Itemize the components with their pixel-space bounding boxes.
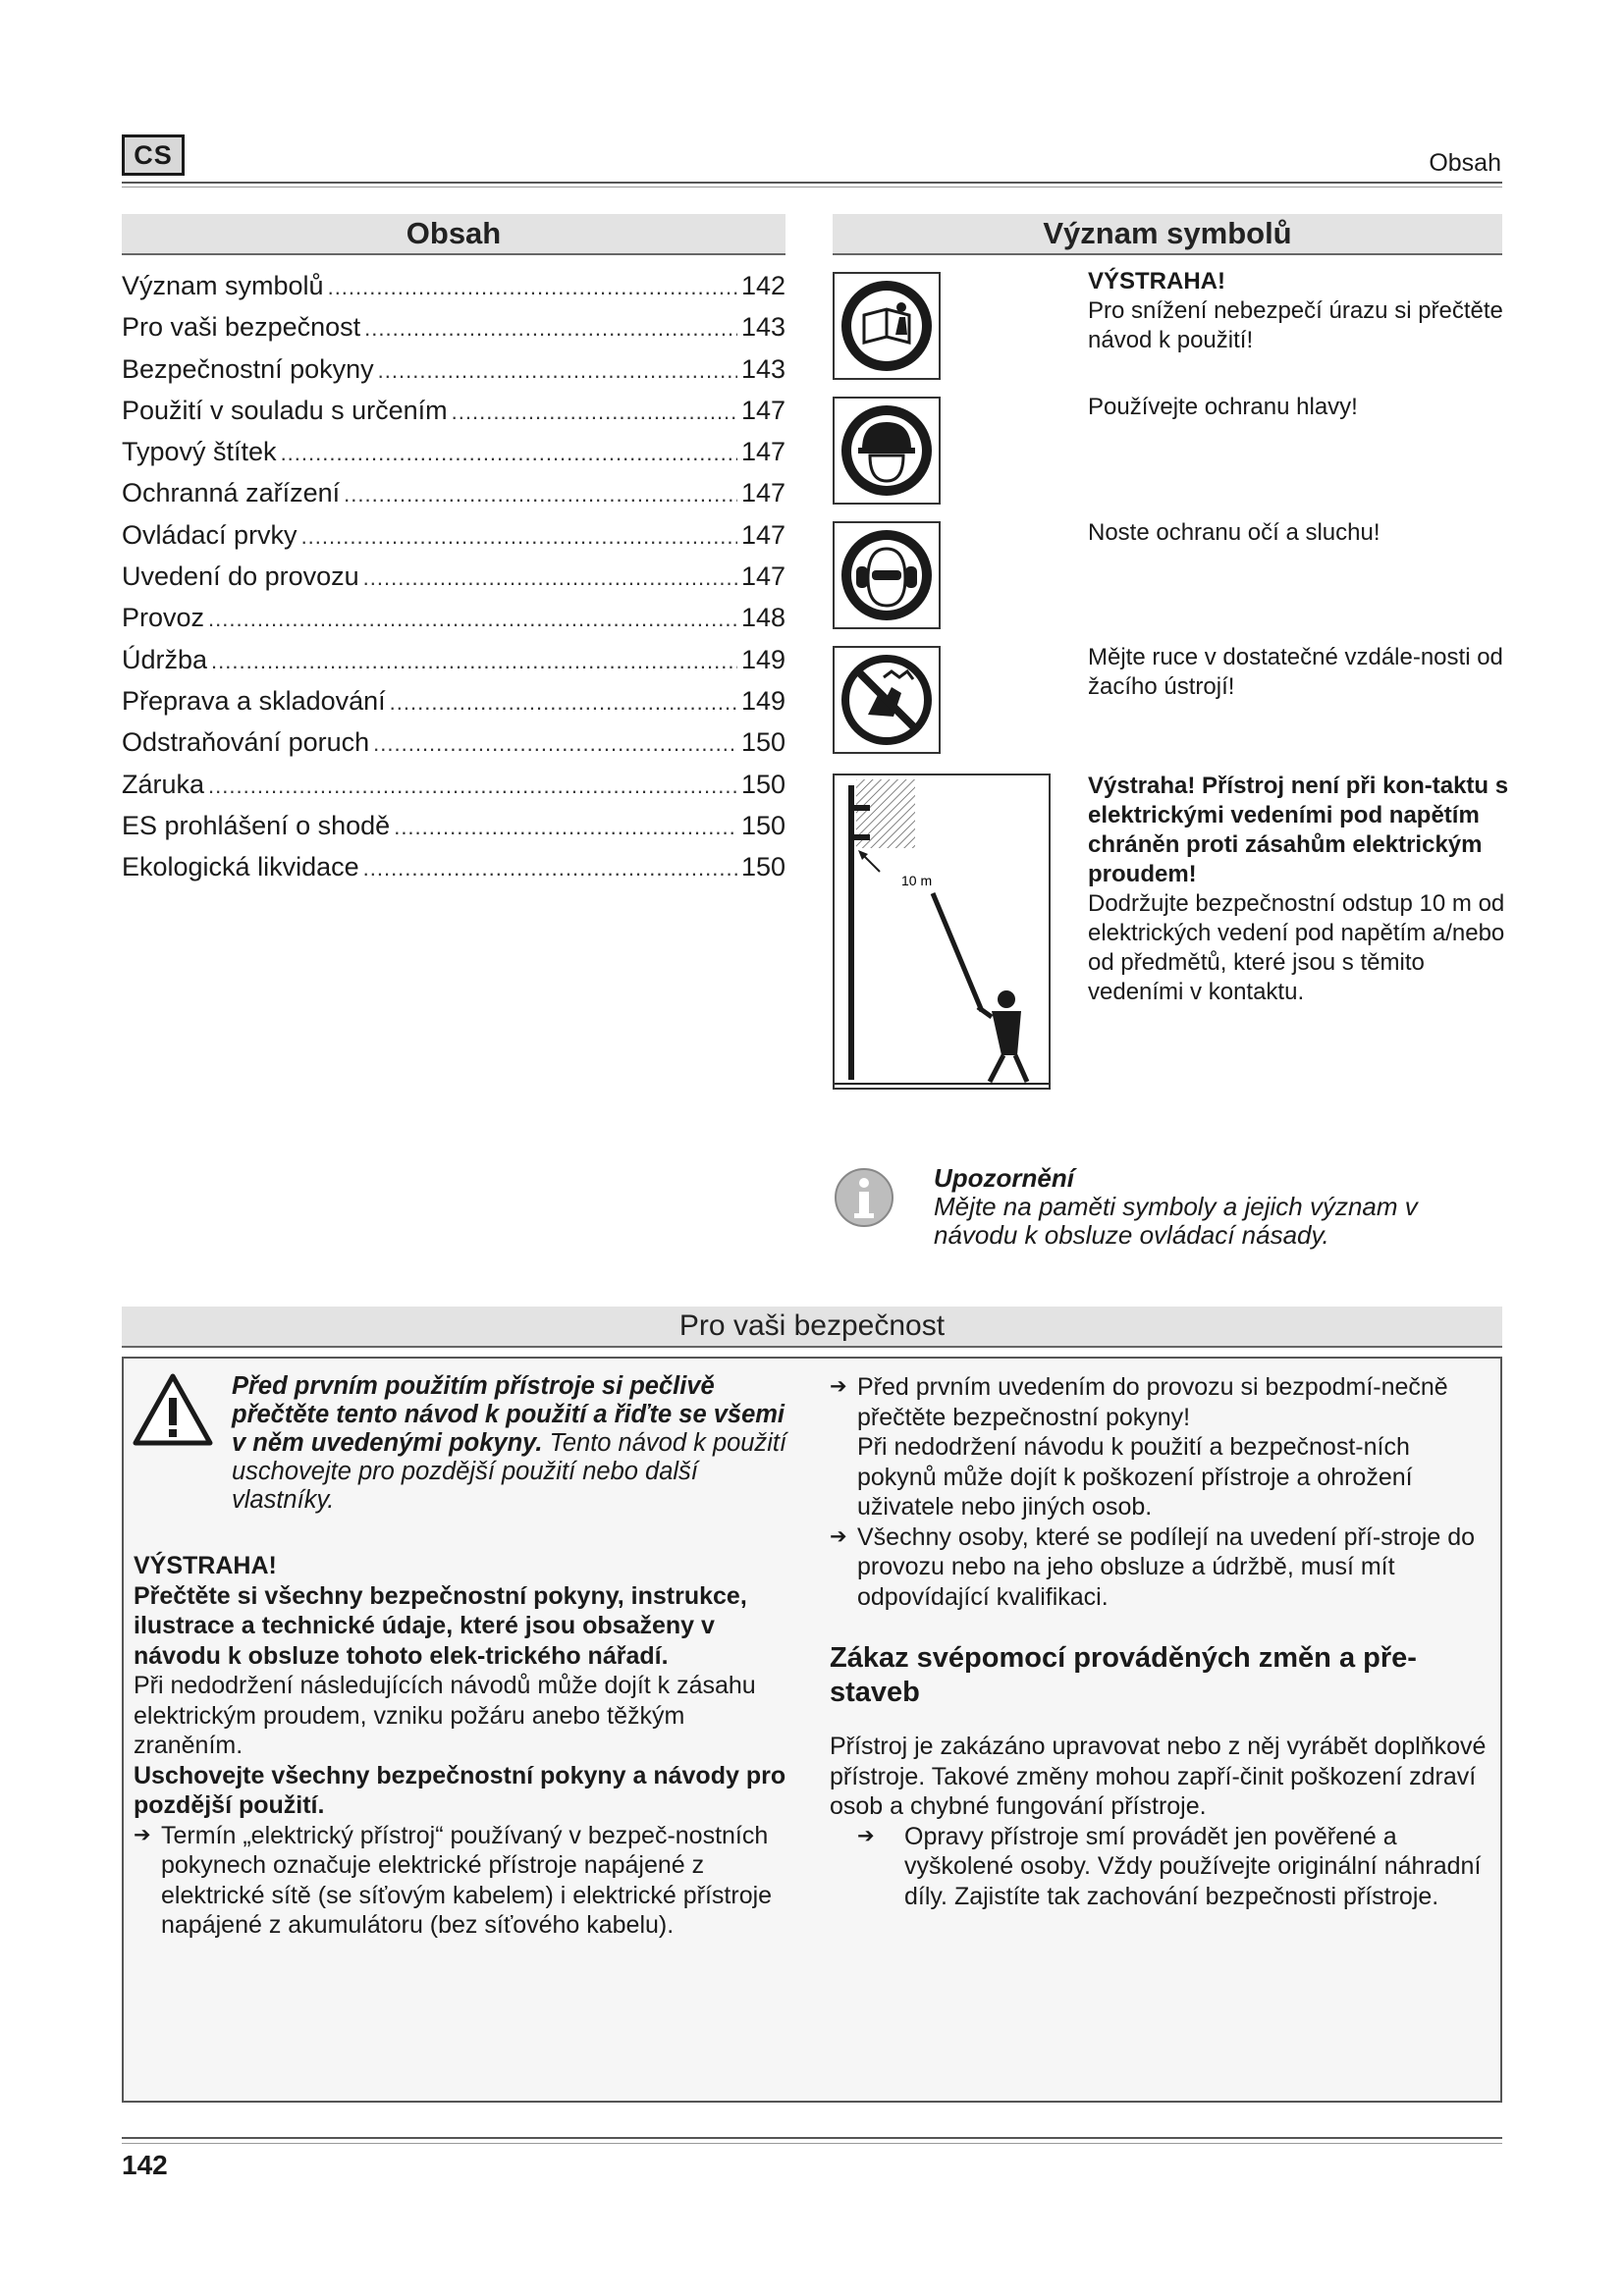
- toc-leader-dots: [208, 599, 737, 640]
- toc-leader-dots: [328, 267, 737, 308]
- toc-entry-page: 143: [740, 312, 785, 343]
- toc-leader-dots: [344, 474, 737, 515]
- arrow-icon: ➔: [830, 1524, 847, 1548]
- toc-entry[interactable]: [122, 805, 785, 846]
- term-text: Termín „elektrický přístroj“ používaný v bezpeč-nostních pokynech označuje elektrické přístroje napájené z elektrické sítě (se síťovým kabelem) i elektrické přístroje napájené z akumulátoru (bez síťového kabelu).: [161, 1821, 773, 1939]
- qualification-text: Všechny osoby, které se podílejí na uvedení pří-stroje do provozu nebo na jeho obsluze a údržbě, musí mít odpovídající kvalifikaci.: [857, 1522, 1476, 1611]
- read-manual-icon: [833, 272, 941, 380]
- toc-entry-title: Pro vaši bezpečnost: [122, 312, 361, 343]
- first-use-text: Před prvním uvedením do provozu si bezpodmí-nečně přečtěte bezpečnostní pokyny!: [857, 1373, 1448, 1431]
- toc-entry-page: 147: [740, 395, 785, 425]
- toc-entry-title: Typový štítek: [122, 437, 277, 467]
- symbol-5-text: [1088, 772, 1510, 1007]
- list-item: [830, 1822, 1489, 1912]
- toc-entry-title: Přeprava a skladování: [122, 685, 386, 716]
- toc-leader-dots: [211, 641, 737, 682]
- footer-divider: [122, 2137, 1502, 2139]
- toc-entry-page: 150: [740, 852, 785, 882]
- arrow-icon: ➔: [830, 1375, 847, 1398]
- symbol-1-title: VÝSTRAHA!: [1088, 268, 1226, 294]
- toc-leader-dots: [373, 723, 737, 765]
- toc-entry-page: 148: [740, 603, 785, 633]
- arrow-icon: ➔: [857, 1824, 875, 1847]
- toc-leader-dots: [390, 682, 737, 723]
- list-item: [830, 1372, 1489, 1522]
- symbol-1-desc: Pro snížení nebezpečí úrazu si přečtěte návod k použití!: [1088, 297, 1503, 353]
- toc-entry-page: 149: [740, 685, 785, 716]
- symbol-5-warning: Výstraha! Přístroj není při kon-taktu s elektrickými vedeními pod napětím chráněn proti zásahům elektrickým proudem!: [1088, 773, 1509, 887]
- safety-right-column: [830, 1372, 1489, 1911]
- toc-entry-page: 149: [740, 644, 785, 674]
- toc-entry-page: 147: [740, 478, 785, 508]
- non-compliance-text: Při nedodržení návodu k použití a bezpečnost-ních pokynů může dojít k poškození přístroje a ohrožení uživatele nebo jiných osob.: [857, 1433, 1413, 1521]
- toc-entry[interactable]: [122, 514, 785, 556]
- toc-entry-title: Význam symbolů: [122, 271, 324, 300]
- table-of-contents: [122, 265, 785, 887]
- arrow-icon: ➔: [134, 1823, 151, 1846]
- note-text: Mějte na paměti symboly a jejich význam v návodu k obsluze ovládací násady.: [934, 1192, 1418, 1250]
- symbol-1-text: [1088, 267, 1510, 355]
- warning-text: Při nedodržení následujících návodů může dojít k zásahu elektrickým proudem, vzniku požáru anebo těžkým zraněním.: [134, 1672, 756, 1759]
- safety-intro-rest: Tento návod k použití uschovejte pro pozdější použití nebo další vlastníky.: [232, 1429, 787, 1514]
- toc-entry[interactable]: [122, 348, 785, 390]
- toc-entry-page: 150: [740, 727, 785, 758]
- toc-leader-dots: [364, 308, 737, 349]
- toc-leader-dots: [281, 433, 737, 474]
- distance-label: 10 m: [901, 873, 933, 888]
- toc-entry-page: 147: [740, 561, 785, 592]
- toc-entry-title: Údržba: [122, 644, 208, 674]
- header-divider: [122, 182, 1502, 184]
- toc-leader-dots: [208, 766, 737, 807]
- toc-entry[interactable]: [122, 680, 785, 721]
- toc-entry[interactable]: [122, 721, 785, 763]
- toc-heading: Obsah: [122, 214, 785, 255]
- symbol-3-text: Noste ochranu očí a sluchu!: [1088, 519, 1380, 546]
- safety-intro-bold: Před prvním použitím přístroje si pečlivě přečtěte tento návod k použití a řiďte se všemi v něm uvedenými pokyny.: [232, 1372, 785, 1457]
- toc-leader-dots: [394, 807, 737, 848]
- warning-bold-text: Přečtěte si všechny bezpečnostní pokyny, instrukce, ilustrace a technické údaje, které jsou obsaženy v návodu k obsluze tohoto elek-trického nářadí.: [134, 1581, 747, 1670]
- safety-left-column: [134, 1551, 791, 1941]
- toc-entry-page: 150: [740, 769, 785, 799]
- symbols-heading: Význam symbolů: [833, 214, 1502, 255]
- toc-entry[interactable]: [122, 639, 785, 680]
- toc-entry-page: 147: [740, 437, 785, 467]
- toc-entry-page: 142: [740, 271, 785, 300]
- toc-entry-title: Odstraňování poruch: [122, 727, 370, 758]
- ban-heading: Zákaz svépomocí prováděných změn a pře-staveb: [830, 1642, 1417, 1708]
- safety-heading: Pro vaši bezpečnost: [122, 1307, 1502, 1348]
- toc-leader-dots: [378, 350, 737, 392]
- repair-text: Opravy přístroje smí provádět jen pověřené a vyškolené osoby. Vždy používejte originální náhradní díly. Zajistíte tak zachování bezpečnosti přístroje.: [904, 1822, 1482, 1910]
- toc-entry-title: Ochranná zařízení: [122, 478, 341, 508]
- toc-entry-page: 150: [740, 810, 785, 840]
- toc-entry[interactable]: [122, 597, 785, 638]
- toc-leader-dots: [452, 392, 737, 433]
- toc-entry-title: Záruka: [122, 769, 205, 799]
- warning-title: VÝSTRAHA!: [134, 1552, 277, 1579]
- language-badge: CS: [122, 134, 185, 176]
- toc-entry-title: Použití v souladu s určením: [122, 395, 448, 425]
- head-protection-icon: [833, 397, 941, 505]
- toc-entry-title: ES prohlášení o shodě: [122, 810, 391, 840]
- toc-entry-title: Ovládací prvky: [122, 519, 298, 550]
- toc-entry[interactable]: [122, 265, 785, 306]
- keep-instructions-text: Uschovejte všechny bezpečnostní pokyny a návody pro pozdější použití.: [134, 1761, 786, 1819]
- safety-intro: [232, 1372, 791, 1515]
- power-line-warning-illustration: [833, 774, 1051, 1090]
- toc-leader-dots: [301, 516, 737, 558]
- note-title: Upozornění: [934, 1163, 1074, 1193]
- symbol-5-desc: Dodržujte bezpečnostní odstup 10 m od elektrických vedení pod napětím a/nebo od předmětů, které jsou s těmito vedeními v kontaktu.: [1088, 890, 1505, 1005]
- toc-entry[interactable]: [122, 556, 785, 597]
- toc-entry-page: 143: [740, 353, 785, 384]
- symbol-2-text: Používejte ochranu hlavy!: [1088, 394, 1358, 420]
- footer-divider-thin: [122, 2143, 1502, 2144]
- toc-entry[interactable]: [122, 306, 785, 347]
- warning-icon: [132, 1372, 214, 1452]
- ban-text: Přístroj je zakázáno upravovat nebo z něj vyrábět doplňkové přístroje. Takové změny mohou zapří-činit poškození zdraví osob a chybné fungování přístroje.: [830, 1733, 1487, 1820]
- keep-hands-away-icon: [833, 646, 941, 754]
- header-title: Obsah: [1429, 149, 1501, 177]
- info-icon: [833, 1164, 895, 1236]
- list-item: [830, 1522, 1489, 1613]
- toc-entry-title: Ekologická likvidace: [122, 852, 359, 882]
- toc-entry[interactable]: [122, 431, 785, 472]
- toc-entry[interactable]: [122, 472, 785, 513]
- toc-leader-dots: [363, 558, 737, 599]
- toc-entry-title: Bezpečnostní pokyny: [122, 353, 374, 384]
- toc-entry[interactable]: [122, 390, 785, 431]
- toc-entry[interactable]: [122, 764, 785, 805]
- toc-entry-title: Provoz: [122, 603, 205, 633]
- toc-leader-dots: [363, 848, 737, 889]
- page-number: 142: [122, 2150, 168, 2180]
- symbol-4-text: Mějte ruce v dostatečné vzdále-nosti od žacího ústrojí!: [1088, 644, 1503, 700]
- eye-ear-protection-icon: [833, 521, 941, 629]
- list-item: [134, 1821, 791, 1941]
- toc-entry-page: 147: [740, 519, 785, 550]
- note-block: [934, 1164, 1503, 1250]
- toc-entry-title: Uvedení do provozu: [122, 561, 359, 592]
- toc-entry[interactable]: [122, 846, 785, 887]
